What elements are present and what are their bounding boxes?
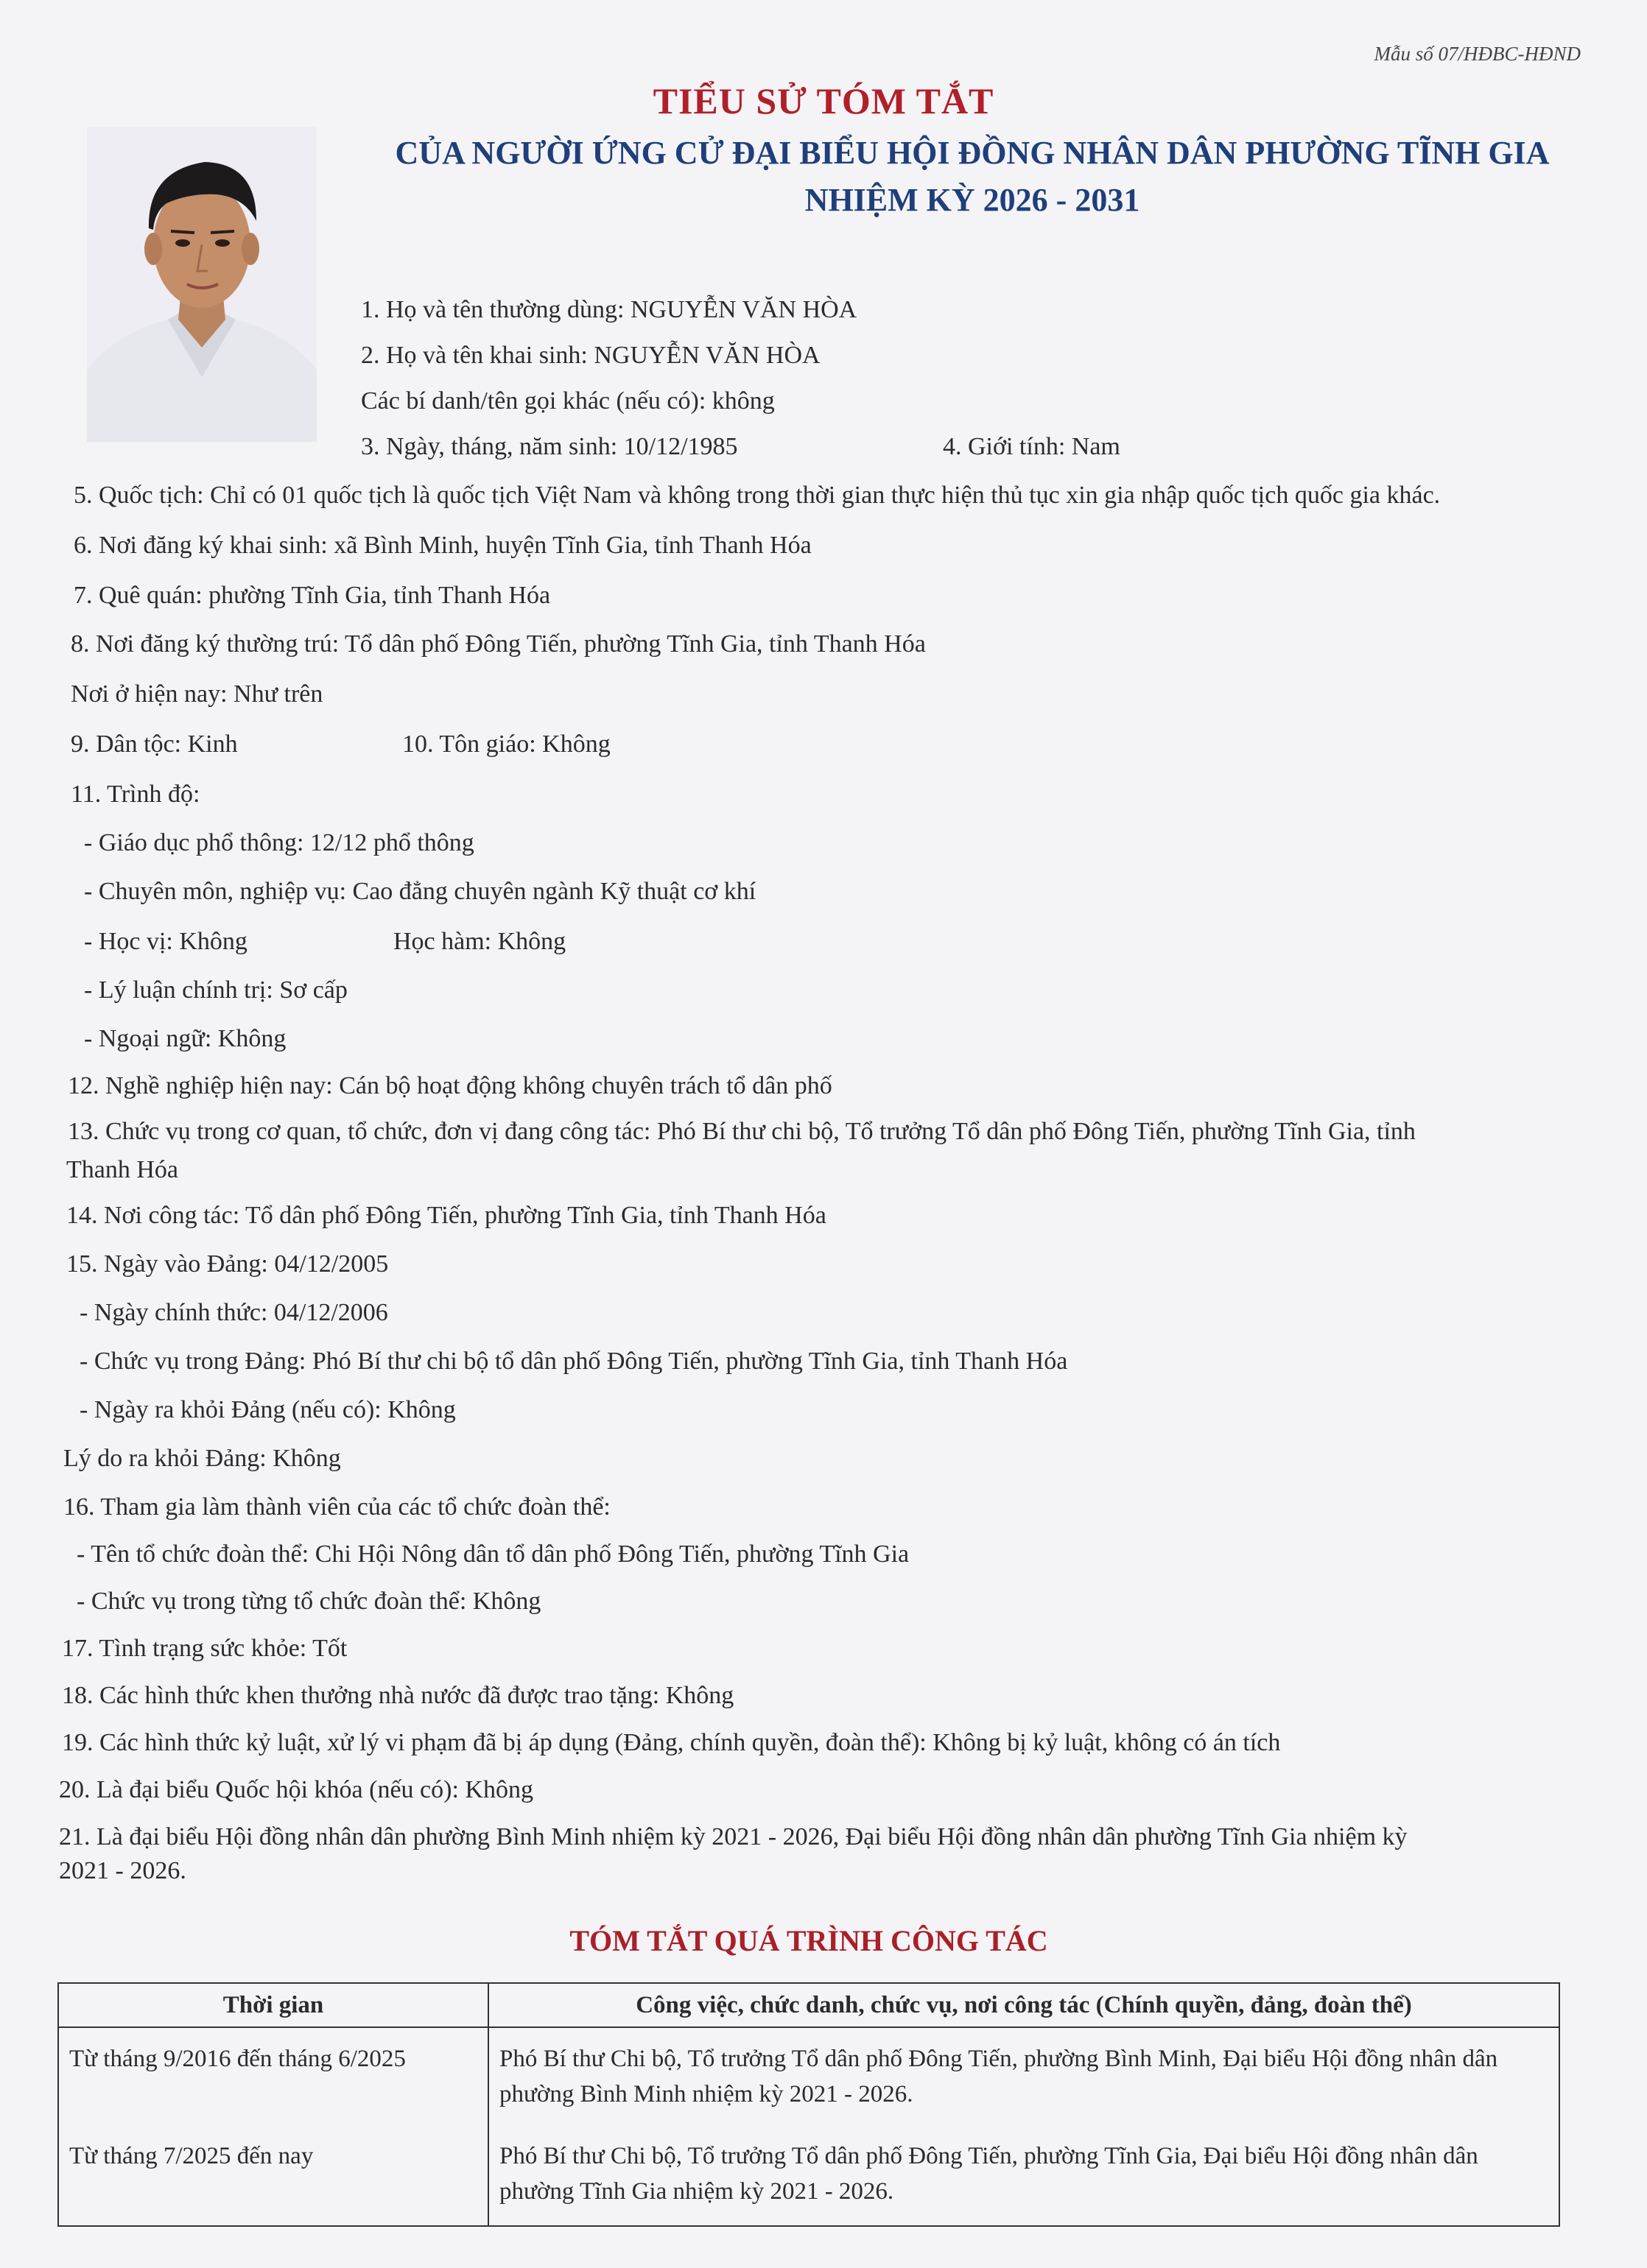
field-organization-name: - Tên tổ chức đoàn thể: Chi Hội Nông dân tổ dân phố Đông Tiến, phường Tĩnh Gia	[77, 1540, 910, 1568]
field-national-assembly: 20. Là đại biểu Quốc hội khóa (nếu có): Không	[59, 1776, 533, 1803]
field-foreign-language: - Ngoại ngữ: Không	[84, 1025, 287, 1052]
field-position: 13. Chức vụ trong cơ quan, tổ chức, đơn vị đang công tác: Phó Bí thư chi bộ, Tổ trưởng Tổ dân phố Đông Tiến, phường Tĩnh Gia, tỉnh	[68, 1118, 1416, 1145]
field-political-theory: - Lý luận chính trị: Sơ cấp	[84, 976, 348, 1004]
work-history-title: TÓM TẮT QUÁ TRÌNH CÔNG TÁC	[569, 1924, 1048, 1957]
field-hometown: 7. Quê quán: phường Tĩnh Gia, tỉnh Thanh Hóa	[74, 582, 551, 609]
field-gender: 4. Giới tính: Nam	[943, 433, 1120, 460]
document-subtitle: CỦA NGƯỜI ỨNG CỬ ĐẠI BIỂU HỘI ĐỒNG NHÂN DÂN PHƯỜNG TĨNH GIA	[395, 135, 1550, 171]
row-work: Phó Bí thư Chi bộ, Tổ trưởng Tổ dân phố Đông Tiến, phường Bình Minh, Đại biểu Hội đồng nhân dân phường Bình Minh nhiệm kỳ 2021 - 2026.	[488, 2027, 1559, 2125]
field-occupation: 12. Nghề nghiệp hiện nay: Cán bộ hoạt động không chuyên trách tổ dân phố	[68, 1072, 832, 1099]
field-discipline: 19. Các hình thức kỷ luật, xử lý vi phạm đã bị áp dụng (Đảng, chính quyền, đoàn thể): Không bị kỷ luật, không có án tích	[62, 1729, 1281, 1756]
field-position-cont: Thanh Hóa	[66, 1156, 179, 1183]
column-header-work: Công việc, chức danh, chức vụ, nơi công tác (Chính quyền, đảng, đoàn thể)	[488, 1983, 1559, 2027]
row-work: Phó Bí thư Chi bộ, Tổ trưởng Tổ dân phố Đông Tiến, phường Tĩnh Gia, Đại biểu Hội đồng nhân dân phường Tĩnh Gia nhiệm kỳ 2021 - 2026.	[488, 2125, 1559, 2226]
field-council-member-cont: 2021 - 2026.	[59, 1857, 186, 1884]
field-health: 17. Tình trạng sức khỏe: Tốt	[62, 1635, 348, 1662]
field-party-official-date: - Ngày chính thức: 04/12/2006	[80, 1299, 388, 1326]
field-education-heading: 11. Trình độ:	[71, 781, 200, 808]
field-party-leave-reason: Lý do ra khỏi Đảng: Không	[63, 1445, 341, 1472]
field-ethnicity: 9. Dân tộc: Kinh	[71, 730, 238, 758]
field-nationality: 5. Quốc tịch: Chỉ có 01 quốc tịch là quốc tịch Việt Nam và không trong thời gian thực hiện thủ tục xin gia nhập quốc tịch quốc gia khác.	[74, 482, 1441, 509]
field-date-of-birth: 3. Ngày, tháng, năm sinh: 10/12/1985	[361, 433, 738, 460]
field-party-position: - Chức vụ trong Đảng: Phó Bí thư chi bộ tổ dân phố Đông Tiến, phường Tĩnh Gia, tỉnh Thanh Hóa	[80, 1348, 1068, 1375]
candidate-photo	[87, 127, 317, 442]
field-birth-name: 2. Họ và tên khai sinh: NGUYỄN VĂN HÒA	[361, 342, 821, 369]
work-history-table	[57, 1982, 1560, 2227]
field-awards: 18. Các hình thức khen thưởng nhà nước đã được trao tặng: Không	[62, 1682, 734, 1709]
field-general-education: - Giáo dục phổ thông: 12/12 phổ thông	[84, 829, 474, 856]
field-party-leave-date: - Ngày ra khỏi Đảng (nếu có): Không	[80, 1396, 456, 1423]
column-header-time: Thời gian	[58, 1983, 488, 2027]
row-time: Từ tháng 9/2016 đến tháng 6/2025	[58, 2027, 488, 2125]
field-organizations: 16. Tham gia làm thành viên của các tổ chức đoàn thể:	[63, 1493, 611, 1521]
field-common-name: 1. Họ và tên thường dùng: NGUYỄN VĂN HÒA	[361, 296, 857, 323]
field-party-join-date: 15. Ngày vào Đảng: 04/12/2005	[66, 1250, 389, 1278]
field-degree: - Học vị: Không	[84, 928, 247, 955]
field-religion: 10. Tôn giáo: Không	[402, 730, 611, 758]
row-time: Từ tháng 7/2025 đến nay	[58, 2125, 488, 2226]
field-workplace: 14. Nơi công tác: Tổ dân phố Đông Tiến, phường Tĩnh Gia, tỉnh Thanh Hóa	[66, 1202, 826, 1229]
field-specialization: - Chuyên môn, nghiệp vụ: Cao đẳng chuyên ngành Kỹ thuật cơ khí	[84, 878, 756, 905]
table-header-row	[58, 1983, 1559, 2027]
field-aliases: Các bí danh/tên gọi khác (nếu có): không	[361, 387, 775, 415]
field-council-member: 21. Là đại biểu Hội đồng nhân dân phường Bình Minh nhiệm kỳ 2021 - 2026, Đại biểu Hội đồng nhân dân phường Tĩnh Gia nhiệm kỳ	[59, 1823, 1408, 1850]
document-term: NHIỆM KỲ 2026 - 2031	[804, 182, 1140, 218]
field-current-residence: Nơi ở hiện nay: Như trên	[71, 680, 323, 708]
field-academic-title: Học hàm: Không	[393, 928, 566, 955]
field-birth-registration: 6. Nơi đăng ký khai sinh: xã Bình Minh, huyện Tĩnh Gia, tỉnh Thanh Hóa	[74, 532, 812, 559]
field-permanent-residence: 8. Nơi đăng ký thường trú: Tổ dân phố Đông Tiến, phường Tĩnh Gia, tỉnh Thanh Hóa	[71, 630, 926, 658]
field-organization-position: - Chức vụ trong từng tổ chức đoàn thể: Không	[77, 1588, 541, 1615]
document-title: TIỂU SỬ TÓM TẮT	[653, 80, 994, 122]
table-row	[58, 2125, 1559, 2226]
form-code: Mẫu số 07/HĐBC-HĐND	[1374, 43, 1581, 65]
table-row	[58, 2027, 1559, 2125]
